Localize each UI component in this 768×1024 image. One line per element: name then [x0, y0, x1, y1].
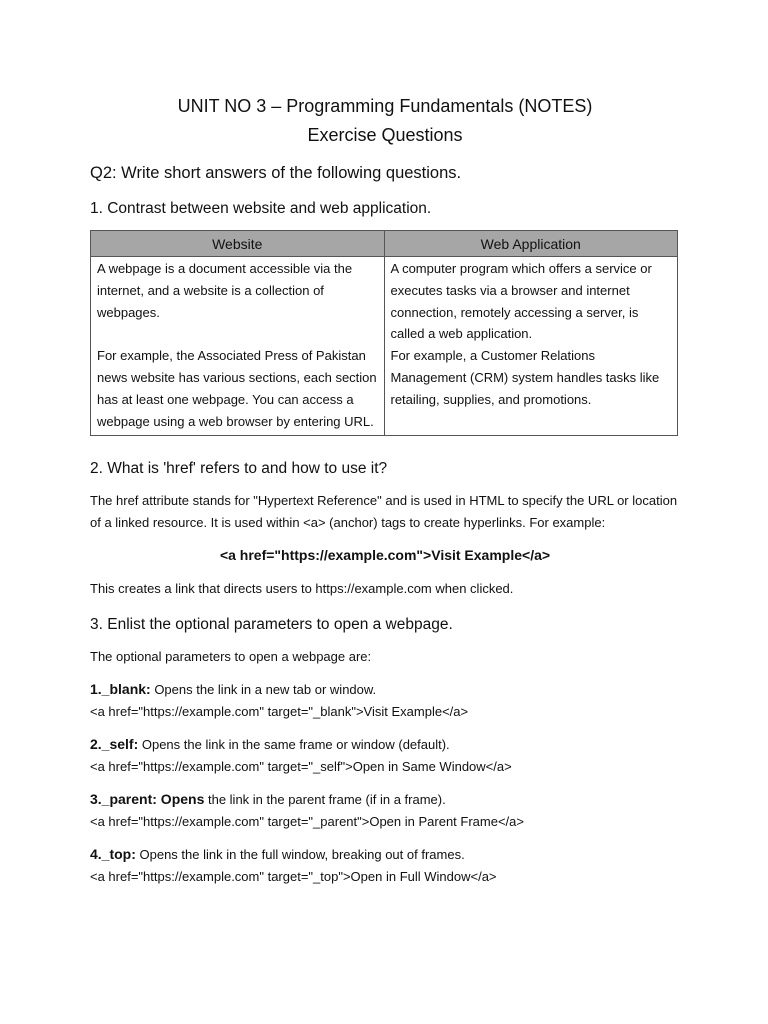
option-label: 2._self: [90, 735, 139, 752]
option-label: 4._top: [90, 845, 136, 862]
webapp-example: For example, a Customer Relations Management (CRM) system handles tasks like retailing, supplies, and promotions. [390, 348, 660, 407]
question-3-heading: 3. Enlist the optional parameters to open a webpage. [90, 615, 453, 633]
list-item [90, 678, 680, 723]
option-description: Opens the link in a new tab or window. [150, 681, 377, 697]
option-description: Opens the link in the full window, breaking out of frames. [135, 846, 465, 862]
option-code: <a href="https://example.com" target="_top">Open in Full Window</a> [90, 868, 497, 884]
option-description: Opens the link in the same frame or window (default). [138, 736, 450, 752]
option-code: <a href="https://example.com" target="_blank">Visit Example</a> [90, 703, 469, 719]
option-label: 1._blank: [90, 680, 151, 697]
list-item [90, 788, 680, 833]
list-item [90, 843, 680, 888]
website-definition: A webpage is a document accessible via the internet, and a website is a collection of webpages. [97, 261, 353, 320]
question-2-heading: 2. What is 'href' refers to and how to use it? [90, 459, 388, 477]
list-item [90, 733, 680, 778]
option-code: <a href="https://example.com" target="_parent">Open in Parent Frame</a> [90, 813, 524, 829]
options-intro: The optional parameters to open a webpage are: [90, 648, 372, 664]
webapp-definition: A computer program which offers a service or executes tasks via a browser and internet connection, remotely accessing a server, is called a web application. [390, 261, 652, 342]
table-row [91, 257, 678, 436]
option-label: 3._parent: Opens [90, 790, 205, 807]
webapp-cell [384, 257, 678, 436]
q2-heading: Q2: Write short answers of the following questions. [90, 164, 462, 182]
option-description: the link in the parent frame (if in a frame). [204, 791, 446, 807]
doc-title: UNIT NO 3 – Programming Fundamentals (NOTES) [177, 96, 593, 116]
website-example: For example, the Associated Press of Pakistan news website has various sections, each section has at least one webpage. You can access a webpage using a web browser by entering URL. [97, 348, 377, 429]
href-result: This creates a link that directs users to https://example.com when clicked. [90, 580, 514, 596]
option-code: <a href="https://example.com" target="_self">Open in Same Window</a> [90, 758, 512, 774]
href-code-example: <a href="https://example.com">Visit Example</a> [219, 546, 551, 563]
doc-subtitle: Exercise Questions [307, 125, 463, 145]
question-1-heading: 1. Contrast between website and web application. [90, 200, 432, 217]
table-header-row [91, 231, 678, 257]
header-website: Website [91, 231, 385, 257]
comparison-table [90, 230, 678, 436]
document-content [90, 92, 680, 898]
href-explanation: The href attribute stands for "Hypertext Reference" and is used in HTML to specify the URL or location of a linked resource. It is used within <a> (anchor) tags to create hyperlinks. For example: [90, 492, 678, 530]
website-cell [91, 257, 385, 436]
header-web-application: Web Application [384, 231, 678, 257]
